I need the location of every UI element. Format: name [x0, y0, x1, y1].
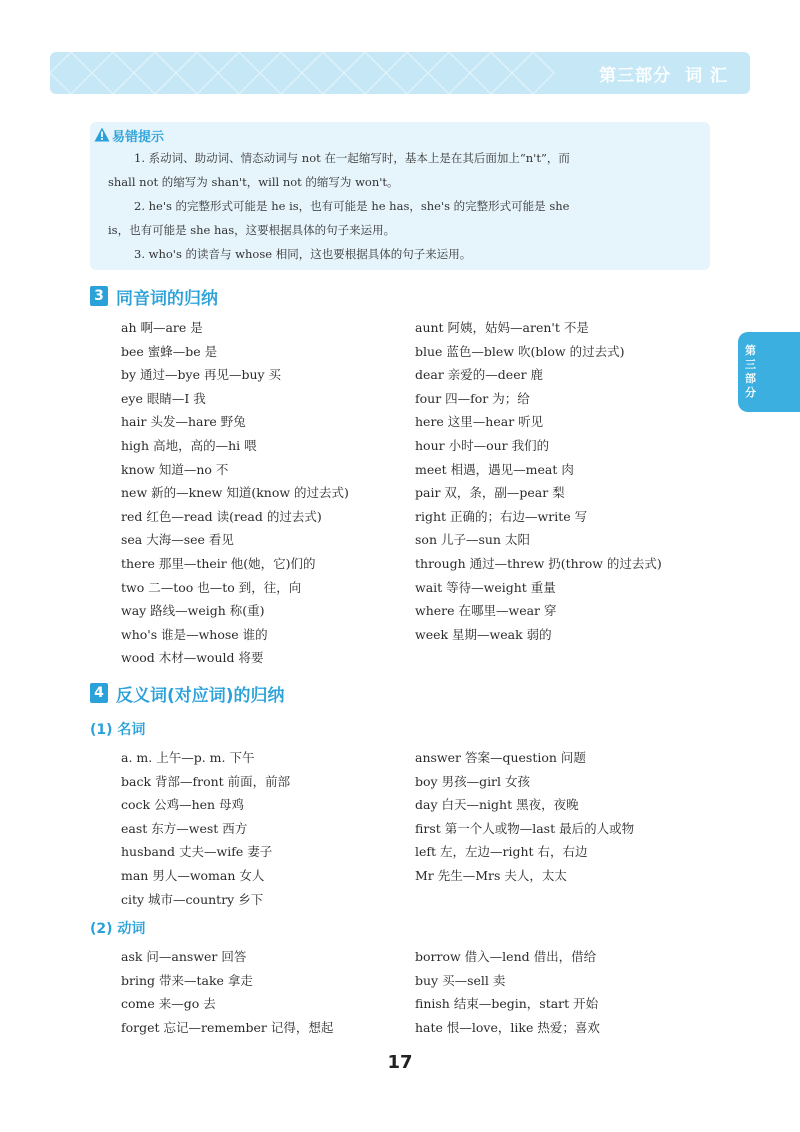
list-item: week 星期—weak 弱的	[415, 626, 552, 642]
list-item: left 左，左边—right 右，右边	[415, 844, 588, 860]
part-label: 第三部分	[599, 66, 672, 86]
tip-line: 2. he's 的完整形式可能是 he is，也有可能是 he has，she's 的完整形式可能是 she	[134, 199, 570, 213]
verbs-left-column	[121, 945, 333, 1039]
list-item: hate 恨—love，like 热爱；喜欢	[415, 1019, 600, 1035]
verbs-right-column	[415, 945, 600, 1039]
list-item: pair 双，条，副—pear 梨	[415, 485, 565, 501]
diamond-pattern-decoration	[50, 52, 570, 94]
subsection-heading-nouns: (1) 名词	[90, 722, 146, 738]
list-item: blue 蓝色—blew 吹(blow 的过去式)	[415, 343, 625, 359]
homophones-right-column	[415, 316, 662, 646]
list-item: there 那里—their 他(她，它)们的	[121, 555, 316, 571]
list-item: meet 相遇，遇见—meat 肉	[415, 461, 574, 477]
list-item: know 知道—no 不	[121, 461, 229, 477]
list-item: finish 结束—begin，start 开始	[415, 996, 599, 1012]
list-item: day 白天—night 黑夜，夜晚	[415, 797, 579, 813]
list-item: hair 头发—hare 野兔	[121, 414, 246, 430]
list-item: bring 带来—take 拿走	[121, 972, 253, 988]
list-item: buy 买—sell 卖	[415, 972, 506, 988]
section-title: 反义词(对应词)的归纳	[116, 686, 285, 706]
tip-title: 易错提示	[112, 130, 165, 145]
list-item: red 红色—read 读(read 的过去式)	[121, 508, 322, 524]
list-item: first 第一个人或物—last 最后的人或物	[415, 820, 635, 836]
list-item: back 背部—front 前面，前部	[121, 773, 291, 789]
list-item: new 新的—knew 知道(know 的过去式)	[121, 485, 349, 501]
warning-icon	[94, 127, 110, 142]
page-header-bar	[50, 52, 750, 94]
list-item: aunt 阿姨，姑妈—aren't 不是	[415, 320, 589, 335]
tip-line: 3. who's 的读音与 whose 相同，这也要根据具体的句子来运用。	[134, 247, 472, 261]
list-item: sea 大海—see 看见	[121, 532, 234, 548]
list-item: by 通过—bye 再见—buy 买	[121, 367, 282, 383]
chapter-label: 词 汇	[685, 66, 728, 86]
list-item: where 在哪里—wear 穿	[415, 603, 557, 619]
list-item: through 通过—threw 扔(throw 的过去式)	[415, 555, 662, 571]
list-item: high 高地，高的—hi 喂	[121, 437, 257, 453]
list-item: bee 蜜蜂—be 是	[121, 343, 218, 359]
list-item: four 四—for 为；给	[415, 390, 530, 406]
nouns-right-column	[415, 746, 634, 888]
section-number: 4	[90, 683, 108, 703]
list-item: ah 啊—are 是	[121, 320, 203, 335]
list-item: dear 亲爱的—deer 鹿	[415, 367, 544, 383]
list-item: who's 谁是—whose 谁的	[121, 626, 268, 642]
side-tab-label: 第三部分	[745, 344, 756, 399]
list-item: way 路线—weigh 称(重)	[121, 603, 265, 619]
list-item: borrow 借入—lend 借出，借给	[415, 949, 597, 964]
list-item: cock 公鸡—hen 母鸡	[121, 797, 245, 813]
list-item: here 这里—hear 听见	[415, 414, 544, 430]
subsection-heading-verbs: (2) 动词	[90, 921, 146, 937]
list-item: forget 忘记—remember 记得，想起	[121, 1019, 334, 1035]
list-item: wood 木材—would 将要	[121, 650, 264, 666]
list-item: answer 答案—question 问题	[415, 750, 586, 765]
list-item: hour 小时—our 我们的	[415, 437, 550, 453]
list-item: city 城市—country 乡下	[121, 891, 264, 907]
homophones-left-column	[121, 316, 349, 670]
nouns-left-column	[121, 746, 290, 911]
section-header-title	[599, 61, 728, 86]
list-item: wait 等待—weight 重量	[415, 579, 556, 595]
list-item: come 来—go 去	[121, 996, 216, 1012]
list-item: man 男人—woman 女人	[121, 867, 265, 883]
list-item: ask 问—answer 回答	[121, 949, 247, 964]
list-item: right 正确的；右边—write 写	[415, 508, 588, 524]
list-item: son 儿子—sun 太阳	[415, 532, 530, 548]
section-number: 3	[90, 286, 108, 306]
list-item: Mr 先生—Mrs 夫人，太太	[415, 867, 567, 883]
list-item: husband 丈夫—wife 妻子	[121, 844, 273, 860]
list-item: two 二—too 也—to 到，往，向	[121, 579, 302, 595]
tip-line: 1. 系动词、助动词、情态动词与 not 在一起缩写时，基本上是在其后面加上“n't”，而	[134, 151, 570, 165]
page-number: 17	[387, 1052, 413, 1073]
section-title: 同音词的归纳	[116, 289, 218, 309]
tip-line: shall not 的缩写为 shan't，will not 的缩写为 won't。	[108, 175, 399, 189]
list-item: boy 男孩—girl 女孩	[415, 773, 531, 789]
list-item: a. m. 上午—p. m. 下午	[121, 750, 255, 765]
list-item: eye 眼睛—I 我	[121, 390, 206, 406]
list-item: east 东方—west 西方	[121, 820, 248, 836]
tip-line: is，也有可能是 she has，这要根据具体的句子来运用。	[108, 223, 396, 237]
